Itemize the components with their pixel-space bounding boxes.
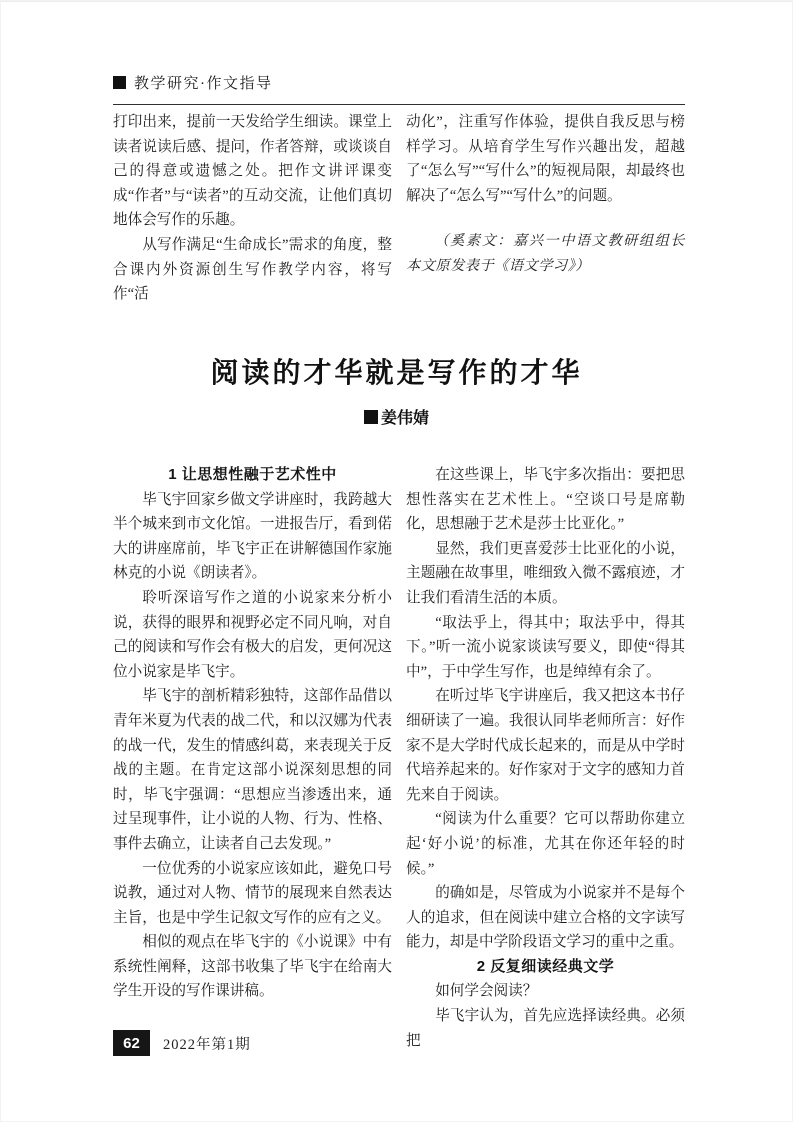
paragraph: 从写作满足“生命成长”需求的角度，整合课内外资源创生写作教学内容，将写作“活 [113, 236, 392, 303]
previous-article-right-column [406, 110, 700, 307]
paragraph: 在这些课上，毕飞宇多次指出：要把思想性落实在艺术性上。“空谈口号是席勒化，思想融于艺术是莎士比亚化。” [406, 467, 685, 533]
paragraph: “阅读为什么重要？它可以帮助你建立起‘好小说’的标准，尤其在你还年轻的时候。” [406, 811, 685, 877]
author-attribution: （奚素文：嘉兴一中语文教研组组长 本文原发表于《语文学习》） [406, 233, 700, 275]
paragraph: 在听过毕飞宇讲座后，我又把这本书仔细研读了一遍。我很认同毕老师所言：好作家不是大学时代成长起来的，而是从中学时代培养起来的。好作家对于文字的感知力首先来自于阅读。 [406, 688, 685, 803]
scan-edge-artifact [0, 0, 793, 2]
page-number-badge: 62 [113, 1030, 150, 1056]
running-head [113, 72, 685, 105]
previous-article-columns [113, 110, 700, 307]
paragraph: “取法乎上，得其中；取法乎中，得其下。”听一流小说家谈读写要义，即使“得其中”，于中学生写作，也是绰绰有余了。 [406, 614, 685, 680]
issue-label: 2022年第1期 [163, 1036, 251, 1053]
paragraph: 如何学会阅读？ [435, 983, 538, 1000]
paragraph: 毕飞宇回家乡做文学讲座时，我跨越大半个城来到市文化馆。一进报告厅，看到偌大的讲座席前，毕飞宇正在讲解德国作家施林克的小说《朗读者》。 [113, 491, 392, 582]
paragraph: 打印出来，提前一天发给学生细读。课堂上读者说读后感、提问，作者答辩，或谈谈自己的得意或遗憾之处。把作文讲评课变成“作者”与“读者”的互动交流，让他们真切地体会写作的乐趣。 [113, 114, 392, 229]
article-title: 阅读的才华就是写作的才华 [210, 357, 583, 388]
paragraph: 聆听深谙写作之道的小说家来分析小说，获得的眼界和视野必定不同凡响，对自己的阅读和写作会有极大的启发，更何况这位小说家是毕飞宇。 [113, 589, 392, 680]
author-name: 姜伟婧 [380, 410, 429, 427]
paragraph: 毕飞宇的剖析精彩独特，这部作品借以青年米夏为代表的战二代，和以汉娜为代表的战一代，发生的情感纠葛，来表现关于反战的主题。在肯定这部小说深刻思想的同时，毕飞宇强调：“思想应当渗透出来，通过呈现事件，让小说的人物、行为、性格、事件去确立，让读者自己去发现。” [113, 688, 392, 852]
section-label: 教学研究·作文指导 [134, 76, 273, 92]
section-heading-1: 1 让思想性融于艺术性中 [168, 466, 337, 483]
black-square-icon [364, 410, 378, 424]
page-footer [113, 1030, 251, 1056]
paragraph: 的确如是，尽管成为小说家并不是每个人的追求，但在阅读中建立合格的文字读写能力，却是中学阶段语文学习的重中之重。 [406, 885, 685, 951]
paragraph: 一位优秀的小说家应该如此，避免口号说教，通过对人物、情节的展现来自然表达主旨，也是中学生记叙文写作的应有之义。 [113, 860, 392, 926]
article-author [0, 405, 793, 428]
previous-article-left-column [113, 110, 392, 307]
article-body-columns [113, 463, 685, 1053]
paragraph: 毕飞宇认为，首先应选择读经典。必须把 [406, 1008, 685, 1049]
paragraph: 动化”，注重写作体验，提供自我反思与榜样学习。从培育学生写作兴趣出发，超越了“怎么写”“写什么”的短视局限，却最终也解决了“怎么写”“写什么”的问题。 [406, 114, 685, 204]
paragraph: 显然，我们更喜爱莎士比亚化的小说，主题融在故事里，唯细致入微不露痕迹，才让我们看清生活的本质。 [406, 540, 685, 606]
article-left-column [113, 463, 392, 1053]
black-square-icon [113, 76, 126, 89]
article-right-column [406, 463, 685, 1053]
paragraph: 相似的观点在毕飞宇的《小说课》中有系统性阐释，这部书收集了毕飞宇在给南大学生开设的写作课讲稿。 [113, 934, 392, 1000]
section-heading-2: 2 反复细读经典文学 [476, 957, 615, 975]
